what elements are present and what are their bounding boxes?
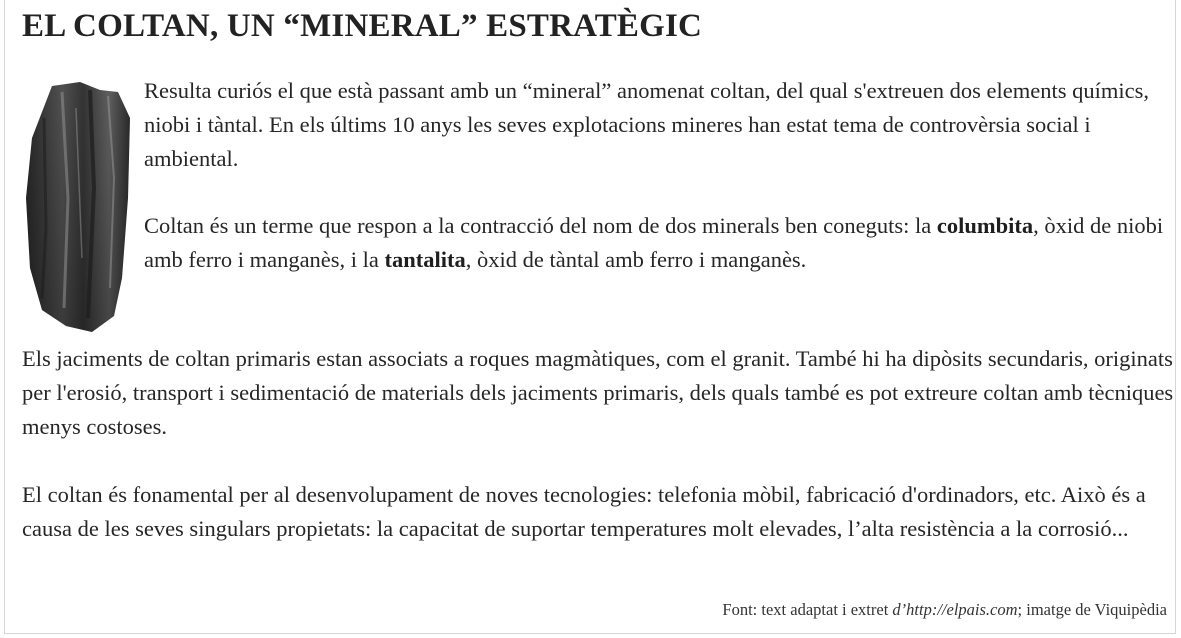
paragraph-definition-text-3: , òxid de tàntal amb ferro i manganès. [465, 247, 807, 272]
paragraph-definition-text-1: Coltan és un terme que respon a la contracció del nom de dos minerals ben coneguts: la [144, 213, 937, 238]
paragraph-deposits: Els jaciments de coltan primaris estan associats a roques magmàtiques, com el granit. També hi ha dipòsits secundaris, originats per l'erosió, transport i sedimentació de materials dels jaciments primaris, dels quals també es pot extreure coltan amb tècniques menys costoses. [22, 346, 1174, 439]
paragraph-definition-text-2: , òxid de niobi amb ferro i manganès, i la [144, 213, 1164, 272]
term-tantalita: tantalita [384, 247, 466, 272]
article-title: EL COLTAN, UN “MINERAL” ESTRATÈGIC [22, 8, 703, 44]
coltan-mineral-image [22, 78, 134, 336]
source-credit [722, 600, 1167, 620]
source-link: d’http://elpais.com [892, 600, 1018, 619]
paragraph-uses: El coltan és fonamental per al desenvolupament de noves tecnologies: telefonia mòbil, fabricació d'ordinadors, etc. Això és a causa de les seves singulars propietats: la capacitat de suportar temperatures molt elevades, l’alta resistència a la corrosió... [22, 482, 1146, 541]
paragraph-definition [144, 209, 1176, 277]
source-prefix: Font: text adaptat i extret [722, 600, 893, 619]
paragraph-intro: Resulta curiós el que està passant amb un “mineral” anomenat coltan, del qual s'extreuen dos elements químics, niobi i tàntal. En els últims 10 anys les seves explotacions mineres han estat tema de controvèrsia social i ambiental. [144, 78, 1149, 171]
term-columbita: columbita [936, 213, 1034, 238]
source-suffix: ; imatge de Viquipèdia [1017, 600, 1167, 619]
